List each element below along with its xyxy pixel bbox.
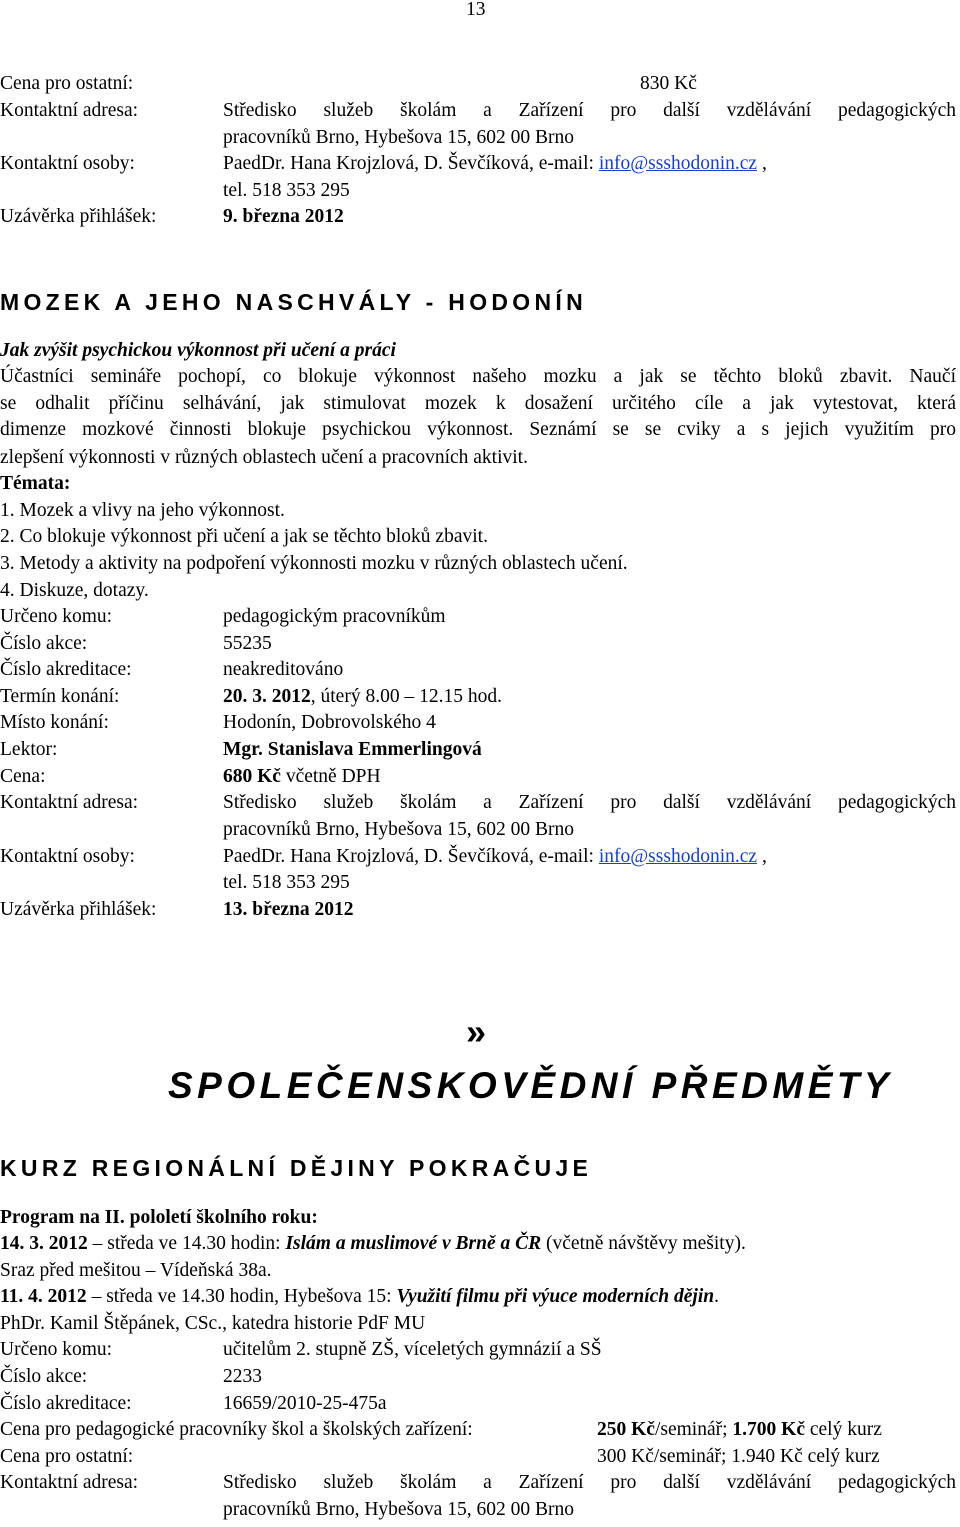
contact-label: Kontaktní osoby: (0, 846, 135, 867)
course-description-line2: se odhalit příčinu selhávání, jak stimulovat mozek k dosažení určitého cíle a jak vytestovat, která (0, 393, 956, 414)
deadline-label: Uzávěrka přihlášek: (0, 899, 157, 920)
course-description-line1: Účastníci semináře pochopí, co blokuje výkonnost našeho mozku a jak se těchto bloků zbavit. Naučí (0, 366, 956, 387)
topic-item: 3. Metody a aktivity na podpoření výkonnosti mozku v různých oblastech učení. (0, 553, 628, 574)
target-label: Určeno komu: (0, 1339, 113, 1360)
target-label: Určeno komu: (0, 606, 113, 627)
topic-item: 4. Diskuze, dotazy. (0, 580, 149, 601)
topics-label: Témata: (0, 473, 71, 494)
date-label: Termín konání: (0, 686, 120, 707)
course-heading: MOZEK A JEHO NASCHVÁLY - HODONÍN (0, 289, 587, 315)
price-other-label: Cena pro ostatní: (0, 73, 134, 94)
address-label: Kontaktní adresa: (0, 100, 139, 121)
email-link[interactable]: info@ssshodonin.cz (598, 846, 758, 867)
price-label: Cena: (0, 766, 46, 787)
section-title: SPOLEČENSKOVĚDNÍ PŘEDMĚTY (168, 1065, 894, 1106)
address-line2: pracovníků Brno, Hybešova 15, 602 00 Brno (223, 819, 574, 840)
contact-label: Kontaktní osoby: (0, 153, 135, 174)
price-value: 680 Kč včetně DPH (223, 766, 381, 787)
price-other-value: 830 Kč (640, 73, 697, 94)
address-line2: pracovníků Brno, Hybešova 15, 602 00 Brno (223, 127, 574, 148)
accreditation-value: neakreditováno (223, 659, 344, 680)
address-line2: pracovníků Brno, Hybešova 15, 602 00 Brno (223, 1499, 574, 1520)
lector-value: Mgr. Stanislava Emmerlingová (223, 739, 482, 760)
course-heading: KURZ REGIONÁLNÍ DĚJINY POKRAČUJE (0, 1155, 593, 1181)
program-item-2: 11. 4. 2012 – středa ve 14.30 hodin, Hybešova 15: Využití filmu při výuce moderních dějin. (0, 1286, 719, 1307)
topic-item: 1. Mozek a vlivy na jeho výkonnost. (0, 500, 285, 521)
target-value: pedagogickým pracovníkům (223, 606, 446, 627)
program-item-1: 14. 3. 2012 – středa ve 14.30 hodin: Islám a muslimové v Brně a ČR (včetně návštěvy mešity). (0, 1233, 746, 1254)
accreditation-label: Číslo akreditace: (0, 1393, 132, 1414)
course-subheading: Jak zvýšit psychickou výkonnost při učení a práci (0, 340, 396, 361)
accreditation-label: Číslo akreditace: (0, 659, 132, 680)
address-label: Kontaktní adresa: (0, 1472, 139, 1493)
topic-item: 2. Co blokuje výkonnost při učení a jak se těchto bloků zbavit. (0, 526, 488, 547)
address-line1: Středisko služeb školám a Zařízení pro další vzdělávání pedagogických (223, 792, 956, 813)
email-link[interactable]: info@ssshodonin.cz (598, 153, 758, 174)
page-number: 13 (466, 0, 486, 20)
price-ped-value: 250 Kč/seminář; 1.700 Kč celý kurz (597, 1419, 882, 1440)
lector-label: Lektor: (0, 739, 58, 760)
place-label: Místo konání: (0, 712, 109, 733)
contact-persons: PaedDr. Hana Krojzlová, D. Ševčíková, e-mail: info@ssshodonin.cz , (223, 846, 767, 867)
price-ped-label: Cena pro pedagogické pracovníky škol a školských zařízení: (0, 1419, 473, 1440)
accreditation-value: 16659/2010-25-475a (223, 1393, 387, 1414)
action-number-value: 55235 (223, 633, 272, 654)
program-item-2-lector: PhDr. Kamil Štěpánek, CSc., katedra historie PdF MU (0, 1313, 426, 1334)
action-number-label: Číslo akce: (0, 633, 88, 654)
action-number-label: Číslo akce: (0, 1366, 88, 1387)
address-line1: Středisko služeb školám a Zařízení pro další vzdělávání pedagogických (223, 1472, 956, 1493)
course-description-line4: zlepšení výkonnosti v různých oblastech učení a pracovních aktivit. (0, 447, 528, 468)
deadline-label: Uzávěrka přihlášek: (0, 206, 157, 227)
program-item-1-meeting: Sraz před mešitou – Vídeňská 38a. (0, 1260, 272, 1281)
course-description-line3: dimenze mozkové činnosti blokuje psychickou výkonnost. Seznámí se se cviky a s jejich využitím pro (0, 419, 956, 440)
address-line1: Středisko služeb školám a Zařízení pro další vzdělávání pedagogických (223, 100, 956, 121)
contact-tel: tel. 518 353 295 (223, 180, 350, 201)
section-arrow-icon: » (466, 1011, 487, 1052)
deadline-value: 9. března 2012 (223, 206, 344, 227)
contact-tel: tel. 518 353 295 (223, 872, 350, 893)
price-other-value: 300 Kč/seminář; 1.940 Kč celý kurz (597, 1446, 880, 1467)
contact-persons: PaedDr. Hana Krojzlová, D. Ševčíková, e-mail: info@ssshodonin.cz , (223, 153, 767, 174)
price-other-label: Cena pro ostatní: (0, 1446, 134, 1467)
program-label: Program na II. pololetí školního roku: (0, 1207, 318, 1228)
address-label: Kontaktní adresa: (0, 792, 139, 813)
action-number-value: 2233 (223, 1366, 262, 1387)
date-value: 20. 3. 2012, úterý 8.00 – 12.15 hod. (223, 686, 502, 707)
place-value: Hodonín, Dobrovolského 4 (223, 712, 436, 733)
target-value: učitelům 2. stupně ZŠ, víceletých gymnázií a SŠ (223, 1339, 602, 1360)
deadline-value: 13. března 2012 (223, 899, 354, 920)
